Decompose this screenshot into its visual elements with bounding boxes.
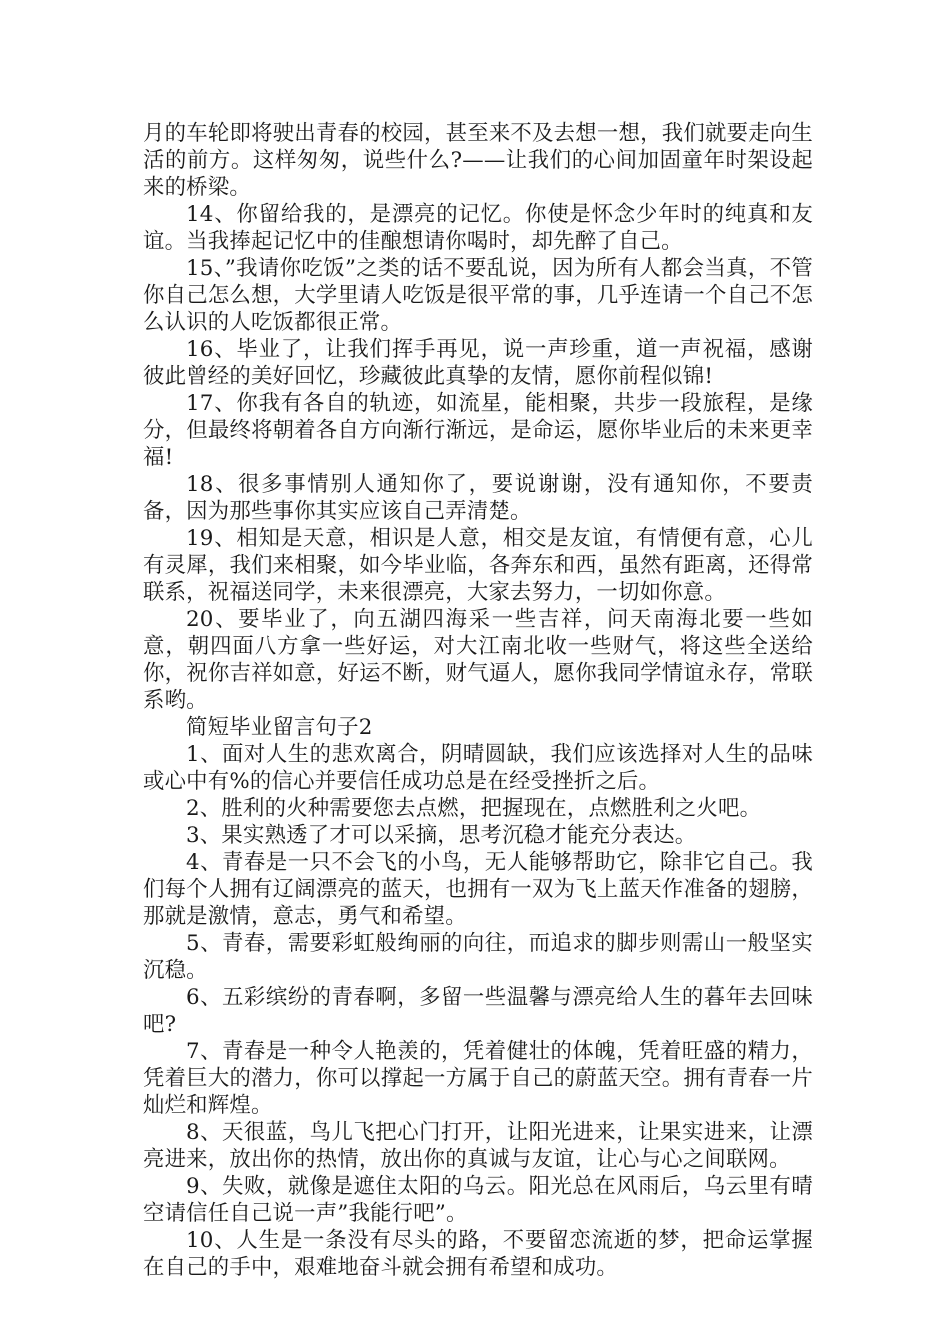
paragraph-1: 1、面对人生的悲欢离合，阴晴圆缺，我们应该选择对人生的品味或心中有%的信心并要信任成功总是在经受挫折之后。: [143, 742, 813, 794]
paragraph-18: 18、很多事情别人通知你了，要说谢谢，没有通知你，不要责备，因为那些事你其实应该自己弄清楚。: [143, 472, 813, 524]
paragraph-8: 8、天很蓝，鸟儿飞把心门打开，让阳光进来，让果实进来，让漂亮进来，放出你的热情，放出你的真诚与友谊，让心与心之间联网。: [143, 1120, 813, 1172]
paragraph-10: 10、人生是一条没有尽头的路，不要留恋流逝的梦，把命运掌握在自己的手中，艰难地奋斗就会拥有希望和成功。: [143, 1228, 813, 1280]
paragraph-16: 16、毕业了，让我们挥手再见，说一声珍重，道一声祝福，感谢彼此曾经的美好回忆，珍藏彼此真挚的友情，愿你前程似锦!: [143, 337, 813, 389]
paragraph-7: 7、青春是一种令人艳羡的，凭着健壮的体魄，凭着旺盛的精力，凭着巨大的潜力，你可以撑起一方属于自己的蔚蓝天空。拥有青春一片灿烂和辉煌。: [143, 1039, 813, 1118]
paragraph-17: 17、你我有各自的轨迹，如流星，能相聚，共步一段旅程，是缘分，但最终将朝着各自方向渐行渐远，是命运，愿你毕业后的未来更幸福!: [143, 391, 813, 470]
paragraph-5: 5、青春，需要彩虹般绚丽的向往，而追求的脚步则需山一般坚实沉稳。: [143, 931, 813, 983]
paragraph-20: 20、要毕业了，向五湖四海采一些吉祥，问天南海北要一些如意，朝四面八方拿一些好运，对大江南北收一些财气，将这些全送给你，祝你吉祥如意，好运不断，财气逼人，愿你我同学情谊永存，常联系哟。: [143, 607, 813, 713]
paragraph-3: 3、果实熟透了才可以采摘，思考沉稳才能充分表达。: [186, 823, 697, 848]
paragraph-2: 2、胜利的火种需要您去点燃，把握现在，点燃胜利之火吧。: [186, 796, 762, 821]
paragraph-6: 6、五彩缤纷的青春啊，多留一些温馨与漂亮给人生的暮年去回味吧?: [143, 985, 813, 1037]
paragraph-14: 14、你留给我的，是漂亮的记忆。你使是怀念少年时的纯真和友谊。当我捧起记忆中的佳酿想请你喝时，却先醉了自己。: [143, 202, 813, 254]
document-body: [143, 120, 813, 1281]
section-heading: 简短毕业留言句子2: [186, 715, 373, 740]
paragraph-9: 9、失败，就像是遮住太阳的乌云。阳光总在风雨后，乌云里有晴空请信任自己说一声”我能行吧”。: [143, 1174, 813, 1226]
paragraph-continuation: 月的车轮即将驶出青春的校园，甚至来不及去想一想，我们就要走向生活的前方。这样匆匆，说些什么?——让我们的心间加固童年时架设起来的桥梁。: [143, 121, 813, 200]
paragraph-19: 19、相知是天意，相识是人意，相交是友谊，有情便有意，心儿有灵犀，我们来相聚，如今毕业临，各奔东和西，虽然有距离，还得常联系，祝福送同学，未来很漂亮，大家去努力，一切如你意。: [143, 526, 813, 605]
paragraph-4: 4、青春是一只不会飞的小鸟，无人能够帮助它，除非它自己。我们每个人拥有辽阔漂亮的蓝天，也拥有一双为飞上蓝天作准备的翅膀，那就是激情，意志，勇气和希望。: [143, 850, 813, 929]
paragraph-15: 15、”我请你吃饭”之类的话不要乱说，因为所有人都会当真，不管你自己怎么想，大学里请人吃饭是很平常的事，几乎连请一个自己不怎么认识的人吃饭都很正常。: [143, 256, 813, 335]
